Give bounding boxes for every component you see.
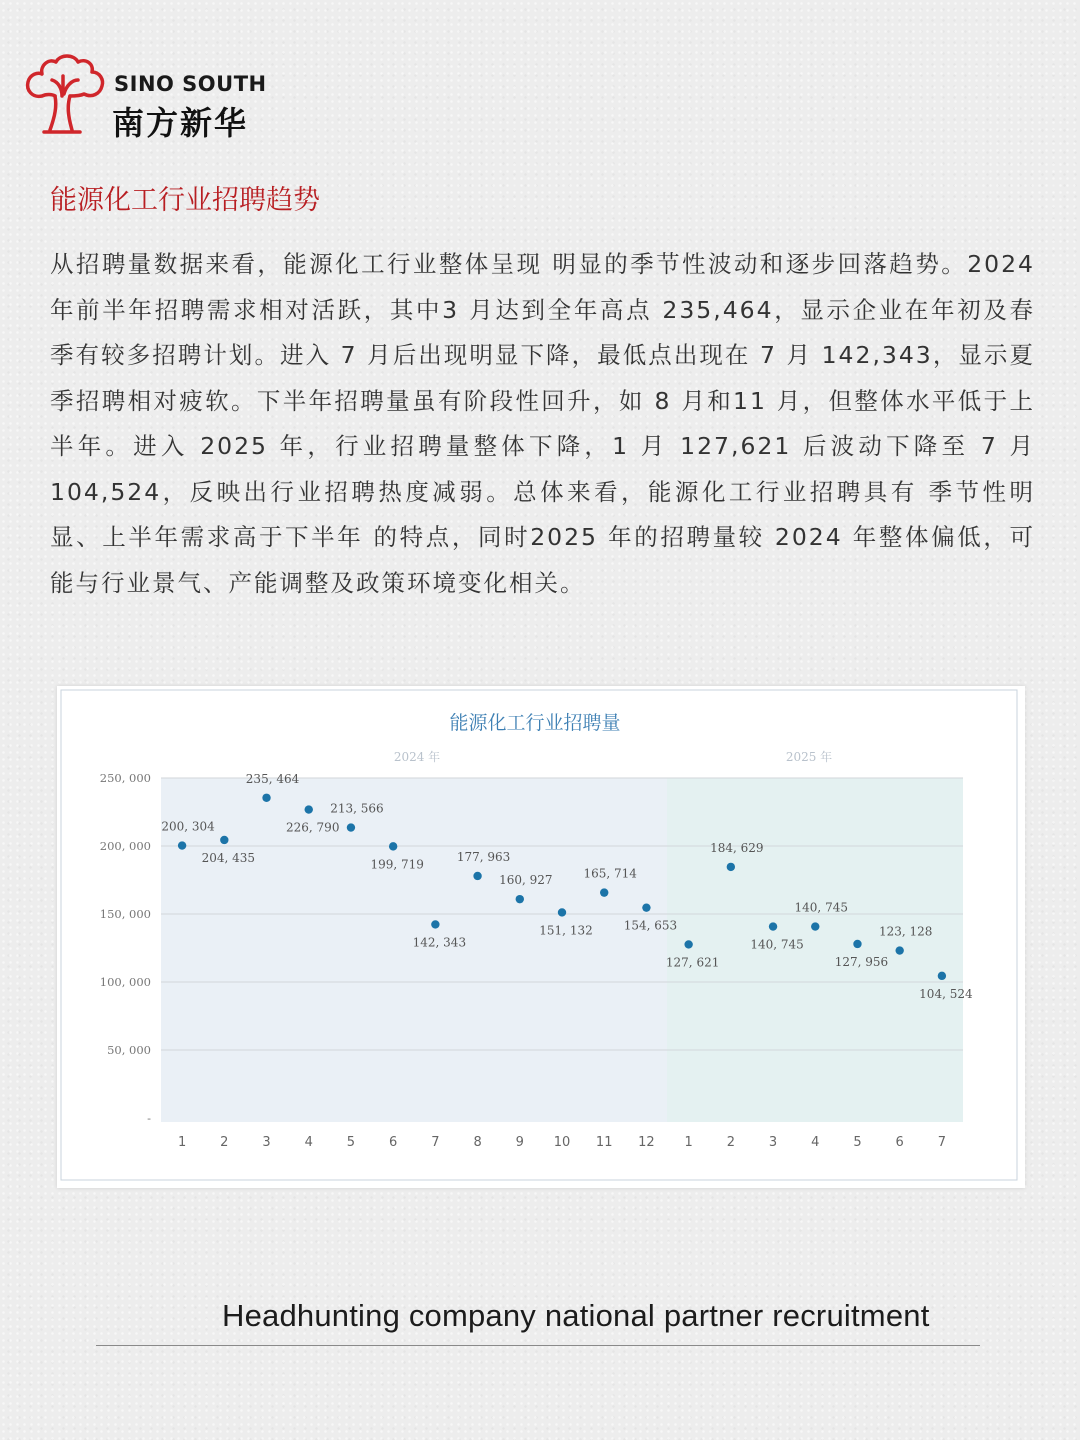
data-point (516, 895, 524, 903)
data-point (853, 940, 861, 948)
x-tick-label: 10 (553, 1135, 571, 1150)
brand-name-cn: 南方新华 (112, 104, 249, 142)
data-label: 235, 464 (245, 771, 300, 786)
data-point (811, 922, 819, 930)
data-label: 184, 629 (710, 840, 764, 855)
chart-card (57, 686, 1025, 1188)
y-tick-label: - (147, 1111, 151, 1125)
data-label: 123, 128 (878, 924, 933, 939)
data-point (938, 972, 946, 980)
x-tick-label: 7 (431, 1135, 440, 1150)
x-tick-label: 5 (853, 1135, 862, 1150)
chart-title: 能源化工行业招聘量 (449, 712, 621, 734)
x-tick-label: 2 (726, 1135, 735, 1150)
data-point (558, 908, 566, 916)
group-label-2025: 2025 年 (785, 750, 833, 764)
data-point (262, 794, 270, 802)
data-point (178, 841, 186, 849)
data-point (473, 872, 481, 880)
data-point (769, 922, 777, 930)
data-label: 140, 745 (794, 900, 848, 915)
x-tick-label: 4 (811, 1135, 820, 1150)
x-tick-label: 4 (304, 1135, 313, 1150)
data-point (389, 842, 397, 850)
data-point (642, 903, 650, 911)
x-tick-label: 1 (684, 1135, 693, 1150)
x-tick-label: 3 (262, 1135, 271, 1150)
y-tick-label: 150, 000 (99, 907, 151, 921)
y-tick-label: 100, 000 (99, 975, 151, 989)
data-label: 104, 524 (919, 986, 973, 1001)
data-point (305, 805, 313, 813)
data-point (431, 920, 439, 928)
data-label: 154, 653 (623, 918, 678, 933)
data-label: 127, 621 (665, 955, 720, 970)
data-label: 226, 790 (286, 820, 340, 835)
y-tick-label: 200, 000 (99, 839, 151, 853)
y-tick-label: 250, 000 (99, 771, 151, 785)
section-title: 能源化工行业招聘趋势 (50, 185, 320, 216)
x-tick-label: 12 (638, 1135, 655, 1150)
x-tick-label: 9 (515, 1135, 524, 1150)
data-label: 142, 343 (412, 935, 467, 950)
data-point (600, 888, 608, 896)
article-body: 从招聘量数据来看，能源化工行业整体呈现 明显的季节性波动和逐步回落趋势。2024 年前半年招聘需求相对活跃，其中3 月达到全年高点 235,464，显示企业在年初及春季有较多招聘计划。进入 7 月后出现明显下降，最低点出现在 7 月 142,343，显示夏季招聘相对疲软。下半年招聘量虽有阶段性回升，如 8 月和11 月，但整体水平低于上半年。进入 2025 年，行业招聘量整体下降，1 月 127,621 后波动下降至 7 月104,524，反映出行业招聘热度减弱。总体来看，能源化工行业招聘具有 季节性明显、上半年需求高于下半年 的特点，同时2025 年的招聘量较 2024 年整体偏低，可能与行业景气、产能调整及政策环境变化相关。 (50, 250, 1035, 597)
group-label-2024: 2024 年 (393, 750, 441, 764)
x-tick-label: 3 (768, 1135, 778, 1150)
footer-divider (96, 1345, 980, 1346)
x-tick-label: 6 (895, 1135, 904, 1150)
tree-icon (22, 50, 112, 138)
brand-logo (22, 50, 282, 140)
data-label: 213, 566 (330, 801, 384, 816)
data-label: 127, 956 (834, 954, 889, 969)
data-point (347, 823, 355, 831)
data-label: 200, 304 (161, 819, 215, 834)
data-point (895, 946, 903, 954)
x-tick-label: 1 (177, 1135, 187, 1150)
data-point (727, 863, 735, 871)
data-point (684, 940, 692, 948)
data-label: 177, 963 (456, 849, 511, 864)
panel-2025 (667, 778, 963, 1122)
x-tick-label: 11 (595, 1135, 613, 1150)
x-tick-label: 6 (389, 1135, 398, 1150)
brand-name-en: SINO SOUTH (114, 72, 267, 96)
x-tick-label: 5 (346, 1135, 356, 1150)
data-label: 151, 132 (539, 923, 593, 938)
data-label: 160, 927 (499, 873, 553, 888)
data-label: 204, 435 (201, 850, 256, 865)
data-label: 140, 745 (750, 937, 804, 952)
footer-tagline: Headhunting company national partner recruitment (222, 1298, 930, 1333)
data-point (220, 836, 228, 844)
x-tick-label: 7 (937, 1135, 947, 1150)
x-tick-label: 8 (473, 1135, 482, 1150)
panel-2024 (161, 778, 667, 1122)
y-tick-label: 50, 000 (107, 1043, 151, 1057)
data-label: 165, 714 (583, 866, 637, 881)
data-label: 199, 719 (370, 857, 424, 872)
recruitment-chart (57, 686, 1025, 1188)
x-tick-label: 2 (220, 1135, 229, 1150)
